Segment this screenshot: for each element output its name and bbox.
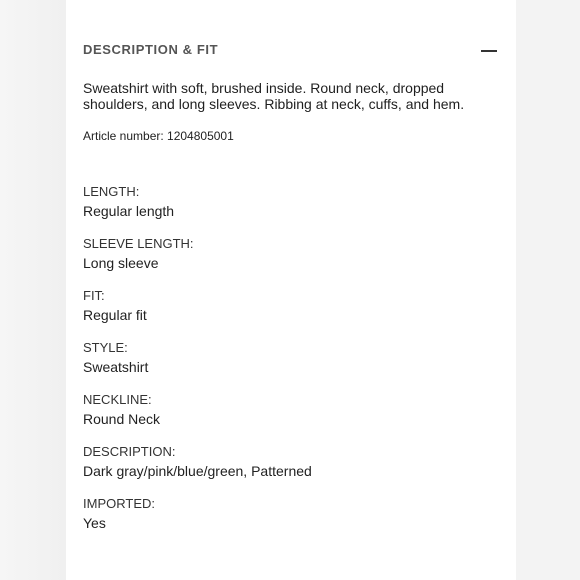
attribute-fit bbox=[83, 288, 503, 340]
description-fit-panel bbox=[66, 0, 516, 580]
attribute-imported bbox=[83, 496, 503, 548]
article-number: Article number: 1204805001 bbox=[83, 129, 234, 143]
attribute-label: DESCRIPTION: bbox=[83, 444, 176, 459]
attribute-style bbox=[83, 340, 503, 392]
minus-icon bbox=[481, 50, 497, 52]
accordion-header[interactable] bbox=[83, 42, 499, 60]
attribute-neckline bbox=[83, 392, 503, 444]
attribute-sleeve-length bbox=[83, 236, 503, 288]
attribute-label: FIT: bbox=[83, 288, 105, 303]
attribute-label: NECKLINE: bbox=[83, 392, 152, 407]
attribute-label: SLEEVE LENGTH: bbox=[83, 236, 194, 251]
attribute-value: Round Neck bbox=[83, 411, 161, 427]
attribute-label: IMPORTED: bbox=[83, 496, 155, 511]
attribute-length bbox=[83, 184, 503, 236]
attribute-label: LENGTH: bbox=[83, 184, 140, 199]
attribute-value: Sweatshirt bbox=[83, 359, 149, 375]
attribute-value: Regular fit bbox=[83, 307, 147, 323]
attribute-value: Long sleeve bbox=[83, 255, 159, 271]
attribute-list bbox=[83, 184, 503, 548]
section-title: DESCRIPTION & FIT bbox=[83, 42, 219, 57]
page-background bbox=[0, 0, 66, 580]
attribute-value: Yes bbox=[83, 515, 106, 531]
attribute-value: Dark gray/pink/blue/green, Patterned bbox=[83, 463, 312, 479]
attribute-label: STYLE: bbox=[83, 340, 128, 355]
attribute-value: Regular length bbox=[83, 203, 175, 219]
attribute-description bbox=[83, 444, 503, 496]
product-description: Sweatshirt with soft, brushed inside. Round neck, dropped shoulders, and long sleeves. Ribbing at neck, cuffs, and hem. bbox=[83, 80, 465, 112]
collapse-button[interactable] bbox=[479, 42, 499, 60]
